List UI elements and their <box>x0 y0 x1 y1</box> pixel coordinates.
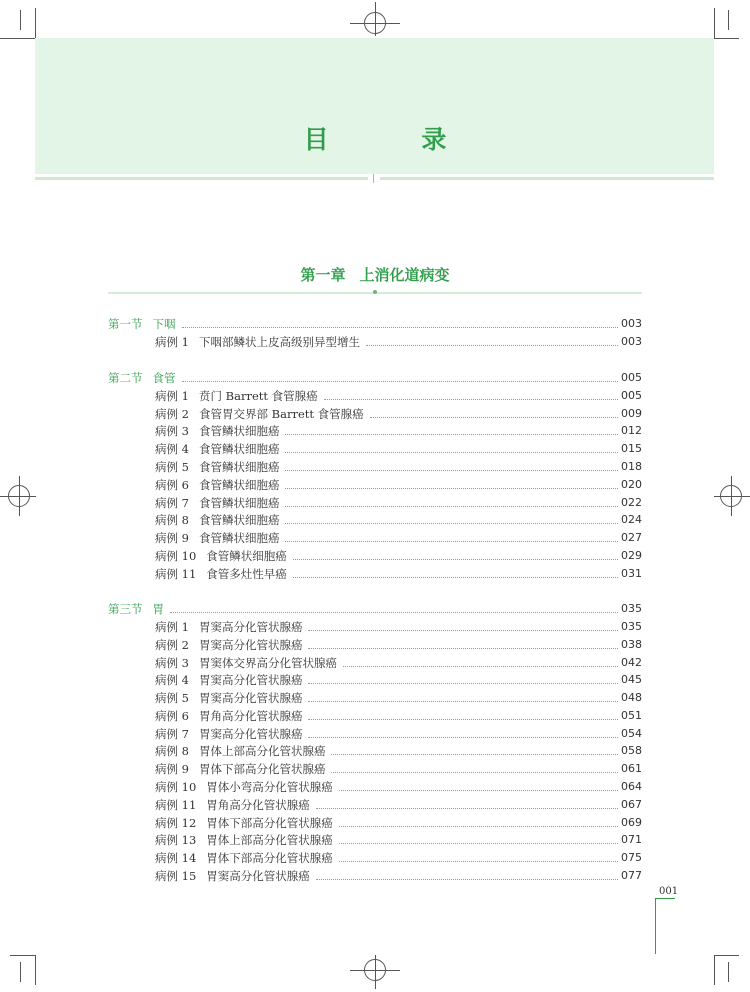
toc-case-entry[interactable] <box>155 814 642 832</box>
toc-case-entry[interactable] <box>155 618 642 636</box>
case-title: 胃体下部高分化管状腺癌 <box>198 762 326 776</box>
dot-leader <box>331 771 618 773</box>
registration-mark-left <box>19 476 20 516</box>
case-title: 食管鳞状细胞癌 <box>198 460 280 474</box>
toc-case-entry[interactable] <box>155 654 642 672</box>
page-ref: 071 <box>621 833 642 846</box>
banner-tick <box>373 174 374 183</box>
case-title: 食管胃交界部 Barrett 食管腺癌 <box>198 407 364 421</box>
case-number: 病例 7 <box>155 727 189 741</box>
case-number: 病例 8 <box>155 744 189 758</box>
dot-leader <box>308 718 618 720</box>
dot-leader <box>339 842 618 844</box>
toc-case-entry[interactable] <box>155 494 642 512</box>
case-title: 胃角高分化管状腺癌 <box>206 798 310 812</box>
toc-case-entry[interactable] <box>155 725 642 743</box>
case-title: 胃窦体交界高分化管状腺癌 <box>198 656 337 670</box>
toc-case-entry[interactable] <box>155 671 642 689</box>
case-number: 病例 2 <box>155 407 189 421</box>
crop-mark <box>10 38 35 39</box>
case-title: 胃窦高分化管状腺癌 <box>198 638 303 652</box>
page-ref: 003 <box>621 317 642 330</box>
case-title: 下咽部鳞状上皮高级别异型增生 <box>198 335 360 349</box>
crop-mark <box>714 38 739 39</box>
toc-case-entry[interactable] <box>155 565 642 583</box>
page-ref: 015 <box>621 442 642 455</box>
dot-leader <box>308 700 618 702</box>
page-ref: 042 <box>621 656 642 669</box>
toc-case-entry[interactable] <box>155 867 642 885</box>
dot-leader <box>285 469 618 471</box>
case-title: 食管鳞状细胞癌 <box>198 531 280 545</box>
banner-rule <box>380 177 714 180</box>
case-number: 病例 8 <box>155 513 189 527</box>
toc-case-entry[interactable] <box>155 796 642 814</box>
dot-leader <box>316 878 618 880</box>
case-title: 胃体下部高分化管状腺癌 <box>206 851 333 865</box>
page-ref: 005 <box>621 371 642 384</box>
page-ref: 027 <box>621 531 642 544</box>
dot-leader <box>331 753 618 755</box>
page-ref: 054 <box>621 727 642 740</box>
case-number: 病例 5 <box>155 460 189 474</box>
chapter-title: 上消化道病变 <box>359 266 450 284</box>
dot-leader <box>285 487 618 489</box>
case-title: 食管鳞状细胞癌 <box>206 549 287 563</box>
dot-leader <box>308 682 618 684</box>
case-title: 食管鳞状细胞癌 <box>198 496 280 510</box>
registration-mark-left <box>0 496 36 497</box>
case-number: 病例 13 <box>155 833 197 847</box>
dot-leader <box>308 647 618 649</box>
toc-case-entry[interactable] <box>155 849 642 867</box>
page-ref: 003 <box>621 335 642 348</box>
case-number: 病例 1 <box>155 389 189 403</box>
toc-case-entry[interactable] <box>155 778 642 796</box>
case-number: 病例 4 <box>155 673 189 687</box>
page-ref: 035 <box>621 620 642 633</box>
section-number: 第二节 <box>108 371 143 385</box>
dot-leader <box>182 326 619 328</box>
case-title: 食管鳞状细胞癌 <box>198 442 280 456</box>
crop-mark <box>20 10 21 30</box>
dot-leader <box>285 505 618 507</box>
dot-leader <box>182 380 619 382</box>
section-title: 胃 <box>152 602 164 616</box>
toc-case-entry[interactable] <box>155 476 642 494</box>
case-title: 胃窦高分化管状腺癌 <box>198 620 303 634</box>
case-number: 病例 1 <box>155 620 189 634</box>
case-title: 贲门 Barrett 食管腺癌 <box>198 389 318 403</box>
dot-leader <box>285 540 618 542</box>
page-ref: 061 <box>621 762 642 775</box>
case-number: 病例 10 <box>155 549 197 563</box>
page-ref: 051 <box>621 709 642 722</box>
dot-leader <box>293 558 618 560</box>
dot-leader <box>285 451 618 453</box>
case-number: 病例 9 <box>155 762 189 776</box>
case-number: 病例 3 <box>155 656 189 670</box>
dot-leader <box>170 611 618 613</box>
page-ref: 058 <box>621 744 642 757</box>
case-title: 食管鳞状细胞癌 <box>198 478 280 492</box>
case-number: 病例 2 <box>155 638 189 652</box>
page-ref: 022 <box>621 496 642 509</box>
toc-case-entry[interactable] <box>155 511 642 529</box>
page-ref: 048 <box>621 691 642 704</box>
page-ref: 035 <box>621 602 642 615</box>
case-title: 胃窦高分化管状腺癌 <box>198 727 303 741</box>
folio-rule <box>655 898 675 899</box>
case-number: 病例 4 <box>155 442 189 456</box>
dot-leader <box>339 789 618 791</box>
crop-mark <box>20 962 21 982</box>
page-ref: 012 <box>621 424 642 437</box>
page-ref: 038 <box>621 638 642 651</box>
toc-case-entry[interactable] <box>155 458 642 476</box>
banner-rule <box>35 177 368 180</box>
toc-case-entry[interactable] <box>155 440 642 458</box>
page-ref: 029 <box>621 549 642 562</box>
toc-case-entry[interactable] <box>155 707 642 725</box>
crop-mark <box>714 8 715 38</box>
case-title: 胃体下部高分化管状腺癌 <box>206 816 333 830</box>
toc-section-entry[interactable] <box>108 369 642 387</box>
page-number: 001 <box>659 886 679 897</box>
case-number: 病例 9 <box>155 531 189 545</box>
page-ref: 077 <box>621 869 642 882</box>
crop-mark <box>35 8 36 38</box>
dot-leader <box>343 665 618 667</box>
toc-case-entry[interactable] <box>155 387 642 405</box>
chapter-label: 第一章 <box>300 266 346 284</box>
case-title: 胃窦高分化管状腺癌 <box>206 869 310 883</box>
page-ref: 018 <box>621 460 642 473</box>
case-number: 病例 11 <box>155 567 197 581</box>
crop-mark <box>728 10 729 30</box>
dot-leader <box>308 736 618 738</box>
toc-case-entry[interactable] <box>155 689 642 707</box>
section-title: 食管 <box>152 371 176 385</box>
page-ref: 075 <box>621 851 642 864</box>
toc-case-entry[interactable] <box>155 547 642 565</box>
case-number: 病例 5 <box>155 691 189 705</box>
crop-mark <box>728 962 729 982</box>
page-title: 目 录 <box>303 125 489 154</box>
chapter-heading <box>0 264 750 285</box>
chapter-dot <box>373 290 377 294</box>
dot-leader <box>293 576 618 578</box>
section-title: 下咽 <box>152 317 176 331</box>
case-number: 病例 6 <box>155 709 189 723</box>
case-title: 食管鳞状细胞癌 <box>198 513 280 527</box>
section-number: 第三节 <box>108 602 143 616</box>
page-ref: 005 <box>621 389 642 402</box>
crop-mark <box>10 955 35 956</box>
page-ref: 067 <box>621 798 642 811</box>
dot-leader <box>308 629 618 631</box>
toc-section-entry[interactable] <box>108 600 642 618</box>
toc-case-entry[interactable] <box>155 636 642 654</box>
toc-case-entry[interactable] <box>155 529 642 547</box>
folio-rule <box>655 898 656 954</box>
case-title: 胃窦高分化管状腺癌 <box>198 673 303 687</box>
page-ref: 045 <box>621 673 642 686</box>
case-number: 病例 3 <box>155 424 189 438</box>
dot-leader <box>366 344 618 346</box>
page-ref: 009 <box>621 407 642 420</box>
case-number: 病例 10 <box>155 780 197 794</box>
registration-mark-right <box>731 476 732 516</box>
crop-mark <box>714 955 715 985</box>
dot-leader <box>285 522 618 524</box>
toc-case-entry[interactable] <box>155 422 642 440</box>
crop-mark <box>0 38 10 39</box>
case-number: 病例 12 <box>155 816 197 830</box>
case-number: 病例 1 <box>155 335 189 349</box>
crop-mark <box>35 955 36 985</box>
toc-case-entry[interactable] <box>155 333 642 351</box>
toc-case-entry[interactable] <box>155 742 642 760</box>
dot-leader <box>370 416 618 418</box>
crop-mark <box>714 955 739 956</box>
case-title: 胃角高分化管状腺癌 <box>198 709 303 723</box>
page-ref: 024 <box>621 513 642 526</box>
toc-case-entry[interactable] <box>155 831 642 849</box>
toc-case-entry[interactable] <box>155 405 642 423</box>
case-number: 病例 11 <box>155 798 197 812</box>
case-title: 胃窦高分化管状腺癌 <box>198 691 303 705</box>
registration-mark-bottom <box>375 955 376 989</box>
case-number: 病例 7 <box>155 496 189 510</box>
registration-mark-top <box>375 2 376 36</box>
case-title: 胃体上部高分化管状腺癌 <box>198 744 326 758</box>
dot-leader <box>339 860 618 862</box>
dot-leader <box>324 398 618 400</box>
case-title: 食管鳞状细胞癌 <box>198 424 280 438</box>
case-title: 食管多灶性早癌 <box>206 567 287 581</box>
case-title: 胃体小弯高分化管状腺癌 <box>206 780 333 794</box>
page-ref: 031 <box>621 567 642 580</box>
dot-leader <box>316 807 618 809</box>
dot-leader <box>339 825 618 827</box>
case-number: 病例 15 <box>155 869 197 883</box>
case-number: 病例 6 <box>155 478 189 492</box>
page-ref: 020 <box>621 478 642 491</box>
toc-case-entry[interactable] <box>155 760 642 778</box>
dot-leader <box>285 433 618 435</box>
case-title: 胃体上部高分化管状腺癌 <box>206 833 333 847</box>
page-ref: 064 <box>621 780 642 793</box>
case-number: 病例 14 <box>155 851 197 865</box>
section-number: 第一节 <box>108 317 143 331</box>
toc-section-entry[interactable] <box>108 315 642 333</box>
page-ref: 069 <box>621 816 642 829</box>
